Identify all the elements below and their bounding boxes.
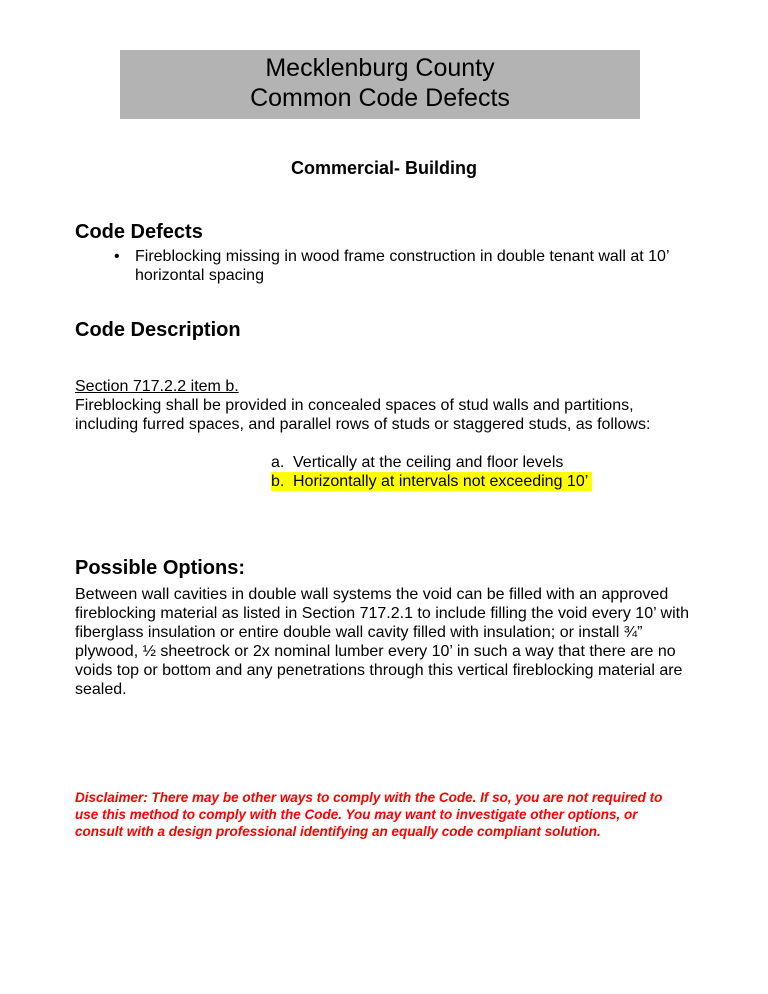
list-letter: a. bbox=[271, 454, 285, 471]
description-text: Fireblocking shall be provided in concealed spaces of stud walls and partitions, including furred spaces, and parallel rows of studs or staggered studs, as follows: bbox=[75, 397, 651, 433]
highlighted-requirement bbox=[271, 472, 592, 491]
list-item bbox=[110, 247, 700, 285]
list-item bbox=[271, 453, 592, 472]
defect-text: Fireblocking missing in wood frame construction in double tenant wall at 10’ horizontal spacing bbox=[135, 248, 669, 284]
title-box bbox=[120, 50, 640, 119]
requirement-text: Vertically at the ceiling and floor levels bbox=[293, 454, 564, 471]
section-reference: Section 717.2.2 item b. bbox=[75, 378, 239, 395]
title-line-2: Common Code Defects bbox=[250, 84, 510, 112]
requirement-list bbox=[271, 453, 592, 491]
code-description-heading: Code Description bbox=[75, 319, 241, 341]
list-item bbox=[271, 472, 592, 491]
code-description-body bbox=[75, 377, 695, 434]
bullet-icon: • bbox=[114, 248, 120, 265]
possible-options-text: Between wall cavities in double wall systems the void can be filled with an approved fireblocking material as listed in Section 717.2.1 to include filling the void every 10’ with fiberglass insulation or entire double wall cavity filled with insulation; or install ¾” plywood, ½ sheetrock or 2x nominal lumber every 10’ in such a way that there are no voids top or bottom and any penetrations through this vertical fireblocking material are sealed. bbox=[75, 586, 689, 698]
list-letter: b. bbox=[271, 473, 285, 490]
code-defects-heading: Code Defects bbox=[75, 221, 203, 243]
possible-options-heading: Possible Options: bbox=[75, 557, 246, 579]
disclaimer-text: Disclaimer: There may be other ways to comply with the Code. If so, you are not required to use this method to comply with the Code. You may want to investigate other options, or consult with a design professional identifying an equally code compliant solution. bbox=[75, 790, 663, 839]
code-defects-list bbox=[110, 247, 700, 285]
requirement-text: Horizontally at intervals not exceeding 10’ bbox=[293, 473, 589, 490]
title-line-1: Mecklenburg County bbox=[265, 54, 495, 82]
document-subtitle: Commercial- Building bbox=[290, 158, 478, 178]
